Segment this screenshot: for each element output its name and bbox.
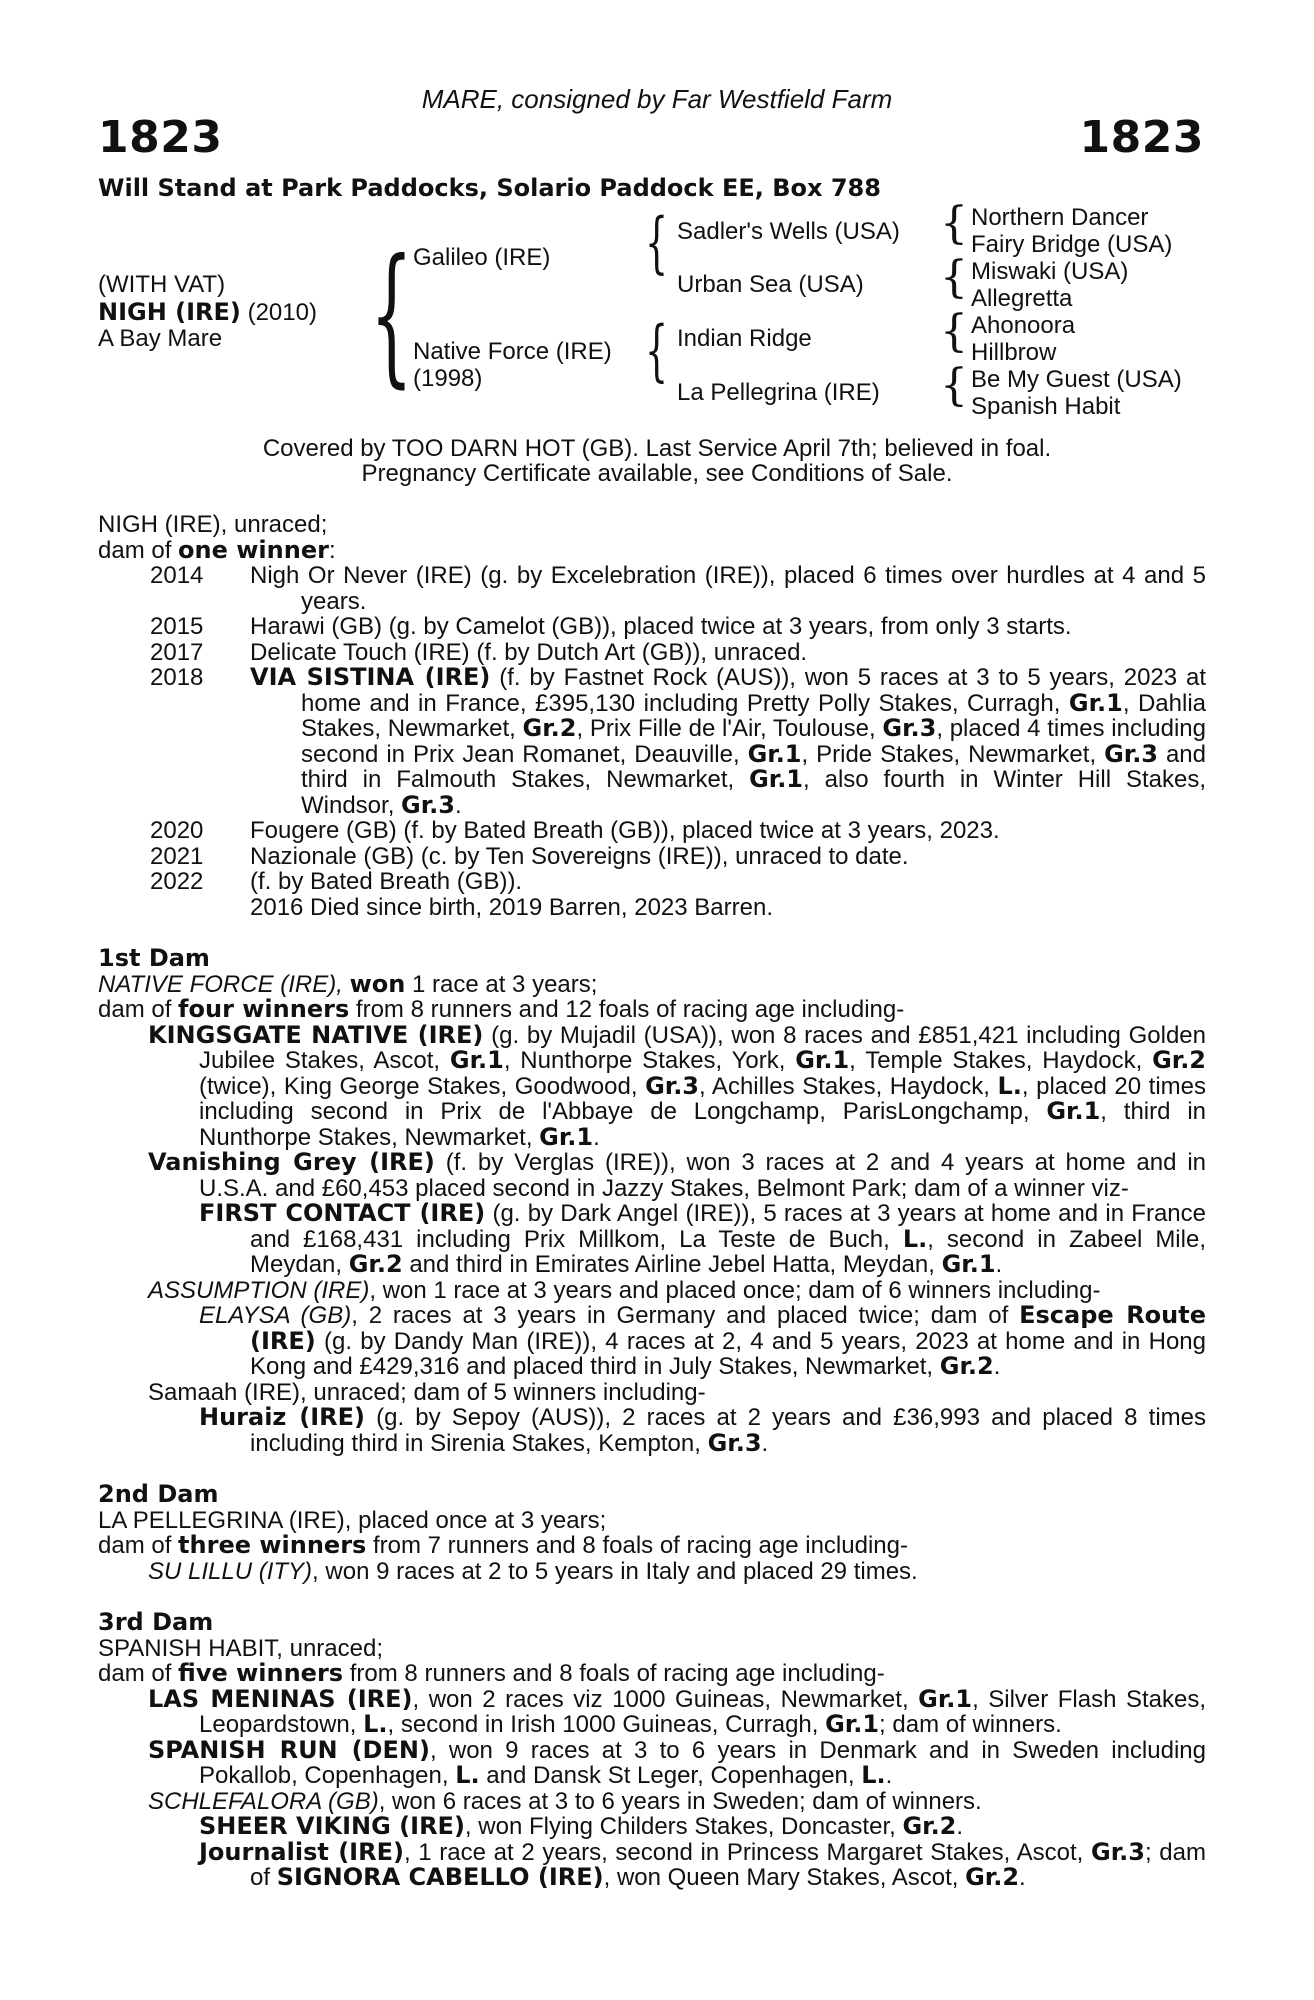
mare-status: NIGH (IRE), unraced; xyxy=(98,511,328,538)
grandsire-1: Sadler's Wells (USA) xyxy=(677,218,900,245)
first-dam-winners: dam of four winners from 8 runners and 12 foals of racing age including- xyxy=(98,995,905,1023)
assumption-entry: ASSUMPTION (IRE), won 1 race at 3 years and placed once; dam of 6 winners including- xyxy=(148,1276,1101,1304)
dam-brace: { xyxy=(645,312,669,389)
samaah-entry: Samaah (IRE), unraced; dam of 5 winners including- xyxy=(148,1378,706,1406)
third-dam-winners: dam of five winners from 8 runners and 8 foals of racing age including- xyxy=(98,1659,885,1687)
gg-5: Ahonoora xyxy=(971,312,1076,339)
gg-4: Allegretta xyxy=(971,285,1073,312)
third-dam-heading: 3rd Dam xyxy=(98,1608,214,1636)
spanish-run-entry: SPANISH RUN (DEN), won 9 races at 3 to 6 years in Denmark and in Sweden including Pokallob, Copenhagen, L. and Dansk St Leger, Copenhagen, L.. xyxy=(148,1735,1206,1789)
first-dam-heading: 1st Dam xyxy=(98,944,210,972)
journalist-entry: Journalist (IRE), 1 race at 2 years, second in Princess Margaret Stakes, Ascot, Gr.3; dam of SIGNORA CABELLO (IRE), won Queen Mary Stakes, Ascot, Gr.2. xyxy=(199,1837,1206,1891)
gg-7: Be My Guest (USA) xyxy=(971,366,1182,393)
mare-winners-line: dam of one winner: xyxy=(98,535,336,564)
lot-number-left: 1823 xyxy=(98,112,223,163)
second-dam-winners: dam of three winners from 7 runners and 8 foals of racing age including- xyxy=(98,1531,908,1559)
pregnancy-line: Pregnancy Certificate available, see Conditions of Sale. xyxy=(361,460,953,487)
su-lillu-entry: SU LILLU (ITY), won 9 races at 2 to 5 years in Italy and placed 29 times. xyxy=(148,1557,918,1585)
grandsire-2: Urban Sea (USA) xyxy=(677,271,864,298)
sheer-viking-entry: SHEER VIKING (IRE), won Flying Childers Stakes, Doncaster, Gr.2. xyxy=(199,1812,964,1840)
brace-3: { xyxy=(940,306,968,357)
second-dam-heading: 2nd Dam xyxy=(98,1480,219,1508)
horse-description: A Bay Mare xyxy=(98,325,223,352)
horse-name-line xyxy=(98,299,317,326)
kingsgate-native-entry: KINGSGATE NATIVE (IRE) (g. by Mujadil (USA)), won 8 races and £851,421 including Golden Jubilee Stakes, Ascot, Gr.1, Nunthorpe Stakes, York, Gr.1, Temple Stakes, Haydock, Gr.2 (twice), King George Stakes, Goodwood, Gr.3, Achilles Stakes, Haydock, L., placed 20 times including second in Prix de l'Abbaye de Longchamp, ParisLongchamp, Gr.1, third in Nunthorpe Stakes, Newmarket, Gr.1. xyxy=(148,1020,1207,1151)
sire-brace: { xyxy=(645,204,669,281)
gg-6: Hillbrow xyxy=(971,339,1057,366)
brace-1: { xyxy=(940,198,968,249)
third-dam-line: SPANISH HABIT, unraced; xyxy=(98,1634,383,1662)
sire: Galileo (IRE) xyxy=(413,244,551,271)
elaysa-entry: ELAYSA (GB), 2 races at 3 years in Germany and placed twice; dam of Escape Route (IRE) (g. by Dandy Man (IRE)), 4 races at 2, 4 and 5 years, 2023 at home and in Hong Kong and £429,316 and placed third in July Stakes, Newmarket, Gr.2. xyxy=(199,1301,1207,1380)
schlefalora-entry: SCHLEFALORA (GB), won 6 races at 3 to 6 years in Sweden; dam of winners. xyxy=(148,1787,982,1815)
consignor-line: MARE, consigned by Far Westfield Farm xyxy=(421,84,893,114)
produce-row: 2015 Harawi (GB) (g. by Camelot (GB)), placed twice at 3 years, from only 3 starts. xyxy=(150,613,1072,640)
sire-dam-brace: { xyxy=(370,228,413,402)
stand-location: Will Stand at Park Paddocks, Solario Paddock EE, Box 788 xyxy=(98,174,881,202)
dam-year: (1998) xyxy=(413,365,483,392)
vat-label: (WITH VAT) xyxy=(98,271,226,298)
produce-row: 2020 Fougere (GB) (f. by Bated Breath (GB)), placed twice at 3 years, 2023. xyxy=(150,817,1000,844)
produce-row: 2022 (f. by Bated Breath (GB)). xyxy=(150,868,523,895)
gg-3: Miswaki (USA) xyxy=(971,258,1129,285)
gg-1: Northern Dancer xyxy=(971,204,1149,231)
brace-2: { xyxy=(940,252,968,303)
produce-row: 2014 Nigh Or Never (IRE) (g. by Excelebration (IRE)), placed 6 times over hurdles at 4 and 5 years. xyxy=(150,562,1206,615)
covered-line: Covered by TOO DARN HOT (GB). Last Service April 7th; believed in foal. xyxy=(262,435,1052,462)
first-dam-line: NATIVE FORCE (IRE), won 1 race at 3 years; xyxy=(98,969,598,998)
granddam-2: La Pellegrina (IRE) xyxy=(677,379,880,406)
produce-record xyxy=(98,512,1206,1891)
las-meninas-entry: LAS MENINAS (IRE), won 2 races viz 1000 Guineas, Newmarket, Gr.1, Silver Flash Stakes, Leopardstown, L., second in Irish 1000 Guineas, Curragh, Gr.1; dam of winners. xyxy=(148,1684,1207,1738)
huraiz-entry: Huraiz (IRE) (g. by Sepoy (AUS)), 2 races at 2 years and £36,993 and placed 8 times including third in Sirenia Stakes, Kempton, Gr.3. xyxy=(199,1403,1206,1457)
vanishing-grey-entry: Vanishing Grey (IRE) (f. by Verglas (IRE)), won 3 races at 2 and 4 years at home and in U.S.A. and £60,453 placed second in Jazzy Stakes, Belmont Park; dam of a winner viz- xyxy=(148,1148,1206,1202)
horse-year: (2010) xyxy=(247,299,317,326)
dam: Native Force (IRE) xyxy=(413,338,612,365)
brace-4: { xyxy=(940,360,968,411)
first-contact-entry: FIRST CONTACT (IRE) (g. by Dark Angel (IRE)), 5 races at 3 years at home and in France and £168,431 including Prix Millkom, La Teste de Buch, L., second in Zabeel Mile, Meydan, Gr.2 and third in Emirates Airline Jebel Hatta, Meydan, Gr.1. xyxy=(199,1199,1206,1278)
second-dam-line: LA PELLEGRINA (IRE), placed once at 3 years; xyxy=(98,1506,607,1534)
produce-row: 2017 Delicate Touch (IRE) (f. by Dutch Art (GB)), unraced. xyxy=(150,638,808,666)
produce-row: 2021 Nazionale (GB) (c. by Ten Sovereigns (IRE)), unraced to date. xyxy=(150,842,909,870)
lot-number-right: 1823 xyxy=(1079,112,1204,163)
granddam-1: Indian Ridge xyxy=(677,325,812,352)
produce-row: 2016 Died since birth, 2019 Barren, 2023 Barren. xyxy=(250,893,773,921)
gg-8: Spanish Habit xyxy=(971,393,1121,420)
horse-name: NIGH (IRE) xyxy=(98,298,241,326)
gg-2: Fairy Bridge (USA) xyxy=(971,231,1173,258)
produce-row: 2018 VIA SISTINA (IRE) (f. by Fastnet Rock (AUS)), won 5 races at 3 to 5 years, 2023 at home and in France, £395,130 including Pretty Polly Stakes, Curragh, Gr.1, Dahlia Stakes, Newmarket, Gr.2, Prix Fille de l'Air, Toulouse, Gr.3, placed 4 times including second in Prix Jean Romanet, Deauville, Gr.1, Pride Stakes, Newmarket, Gr.3 and third in Falmouth Stakes, Newmarket, Gr.1, also fourth in Winter Hill Stakes, Windsor, Gr.3. xyxy=(150,663,1207,819)
